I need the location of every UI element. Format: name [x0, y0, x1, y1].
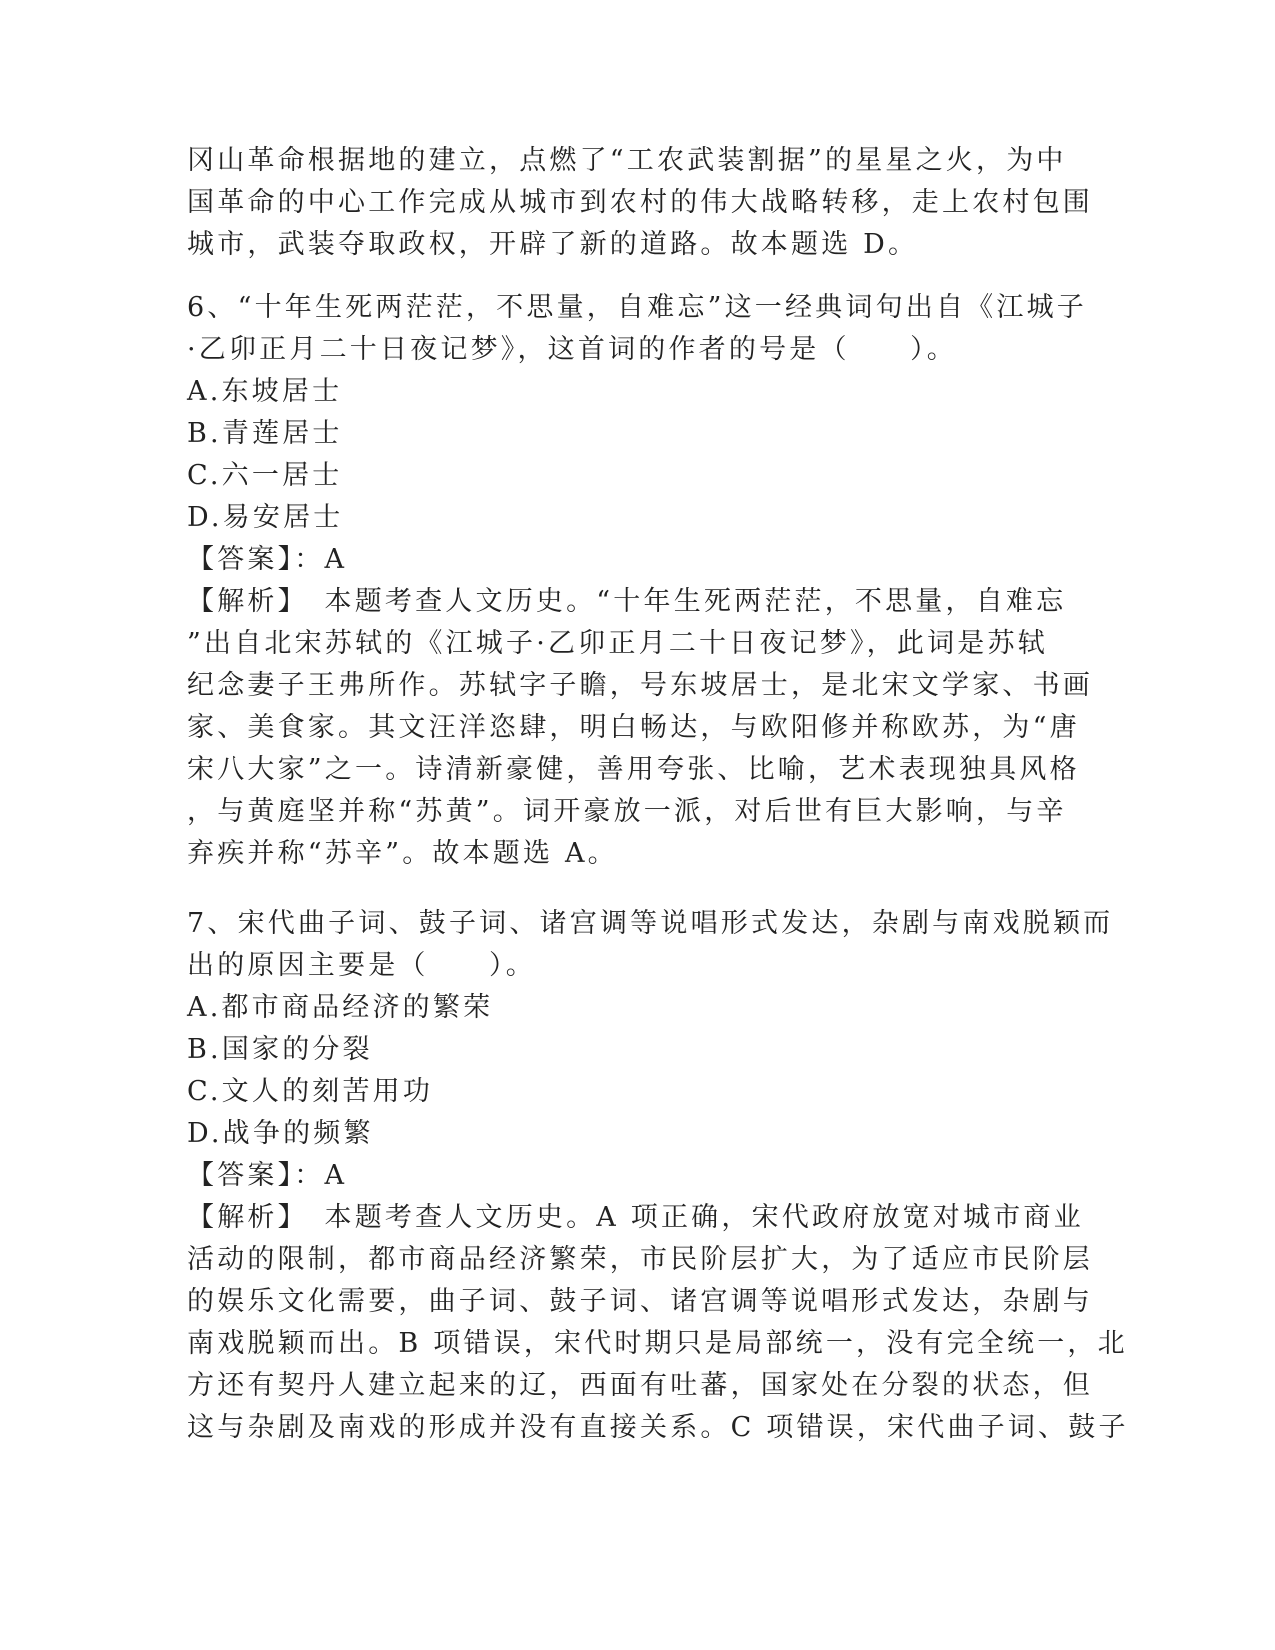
question-6-option-d: D.易安居士	[187, 502, 344, 533]
question-6-text: 6、“十年生死两茫茫，不思量，自难忘”这一经典词句出自《江城子	[187, 292, 1087, 323]
question-7-analysis: 【解析】 本题考查人文历史。A 项正确，宋代政府放宽对城市商业	[187, 1202, 1084, 1233]
question-7-analysis: 的娱乐文化需要，曲子词、鼓子词、诸宫调等说唱形式发达，杂剧与	[187, 1286, 1093, 1317]
question-6-analysis: ”出自北宋苏轼的《江城子·乙卯正月二十日夜记梦》，此词是苏轼	[187, 628, 1048, 659]
question-6-analysis: ，与黄庭坚并称“苏黄”。词开豪放一派，对后世有巨大影响，与辛	[187, 796, 1067, 827]
question-6-option-a: A.东坡居士	[187, 376, 343, 407]
text-line: 国革命的中心工作完成从城市到农村的伟大战略转移，走上农村包围	[187, 187, 1093, 218]
question-7-option-a: A.都市商品经济的繁荣	[187, 992, 494, 1023]
question-6-analysis: 【解析】 本题考查人文历史。“十年生死两茫茫，不思量，自难忘	[187, 586, 1067, 617]
question-6-option-c: C.六一居士	[187, 460, 343, 491]
question-7-option-d: D.战争的频繁	[187, 1118, 374, 1149]
question-6-analysis: 家、美食家。其文汪洋恣肆，明白畅达，与欧阳修并称欧苏，为“唐	[187, 712, 1080, 743]
question-6-text: ·乙卯正月二十日夜记梦》，这首词的作者的号是（ ）。	[187, 334, 957, 365]
question-7-analysis: 活动的限制，都市商品经济繁荣，市民阶层扩大，为了适应市民阶层	[187, 1244, 1093, 1275]
question-6-option-b: B.青莲居士	[187, 418, 343, 449]
question-7-text: 出的原因主要是（ ）。	[187, 950, 536, 981]
question-7-option-b: B.国家的分裂	[187, 1034, 373, 1065]
question-6-answer: 【答案】：A	[187, 544, 348, 575]
text-line: 城市，武装夺取政权，开辟了新的道路。故本题选 D。	[187, 229, 919, 260]
question-7-analysis: 方还有契丹人建立起来的辽，西面有吐蕃，国家处在分裂的状态，但	[187, 1370, 1093, 1401]
question-6-analysis: 纪念妻子王弗所作。苏轼字子瞻，号东坡居士，是北宋文学家、书画	[187, 670, 1093, 701]
question-6-analysis: 宋八大家”之一。诗清新豪健，善用夸张、比喻，艺术表现独具风格	[187, 754, 1080, 785]
text-line: 冈山革命根据地的建立，点燃了“工农武装割据”的星星之火，为中	[187, 145, 1067, 176]
question-6-analysis: 弃疾并称“苏辛”。故本题选 A。	[187, 838, 618, 869]
question-7-answer: 【答案】：A	[187, 1160, 348, 1191]
question-7-text: 7、宋代曲子词、鼓子词、诸宫调等说唱形式发达，杂剧与南戏脱颖而	[187, 908, 1114, 939]
question-7-option-c: C.文人的刻苦用功	[187, 1076, 434, 1107]
question-7-analysis: 这与杂剧及南戏的形成并没有直接关系。C 项错误，宋代曲子词、鼓子	[187, 1412, 1129, 1443]
question-7-analysis: 南戏脱颖而出。B 项错误，宋代时期只是局部统一，没有完全统一，北	[187, 1328, 1128, 1359]
